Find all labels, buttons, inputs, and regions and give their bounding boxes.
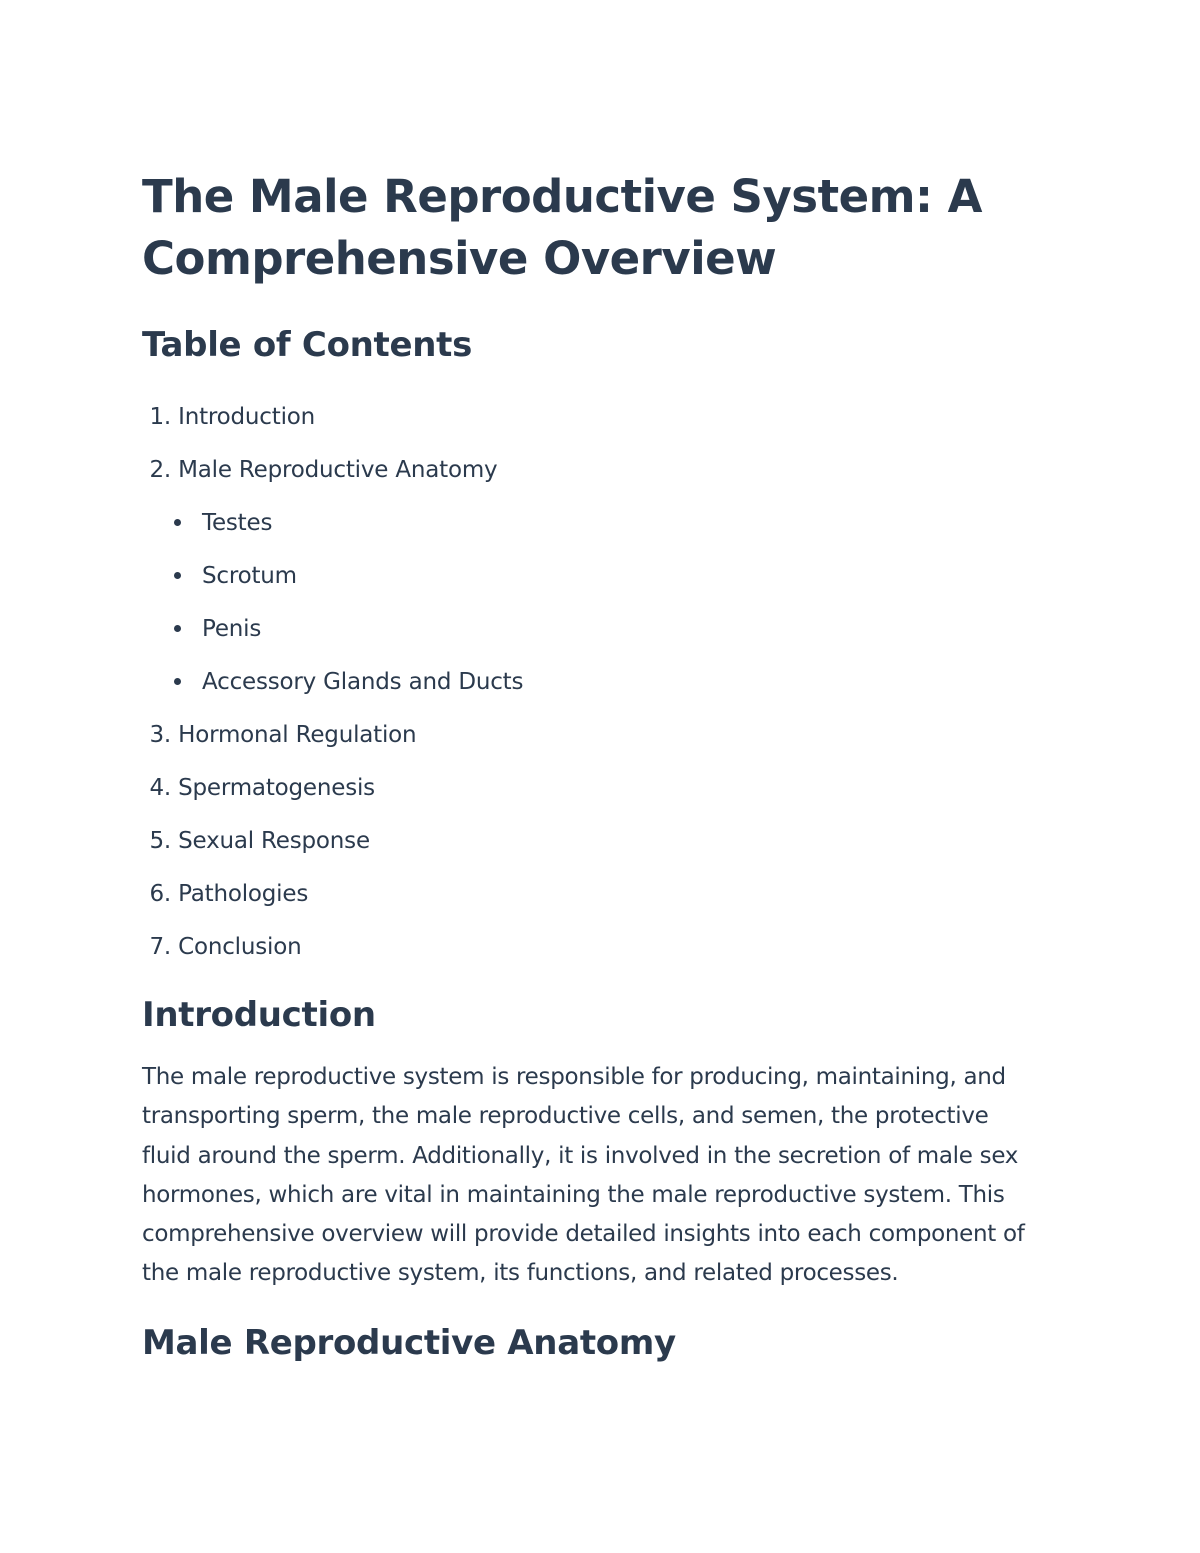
toc-item-label: Introduction — [178, 404, 316, 430]
document-page — [142, 166, 1042, 1366]
bullet-icon — [174, 572, 181, 579]
toc-item-sexual-response — [142, 815, 1042, 868]
toc-item-number: 4. — [149, 775, 171, 801]
toc-item-conclusion — [142, 921, 1042, 974]
toc-item-label: Conclusion — [178, 934, 302, 960]
bullet-icon — [174, 519, 181, 526]
toc-item-pathologies — [142, 868, 1042, 921]
toc-subitem-label: Accessory Glands and Ducts — [202, 669, 524, 695]
bullet-icon — [174, 678, 181, 685]
toc-item-label: Pathologies — [178, 881, 309, 907]
table-of-contents — [142, 391, 1042, 974]
toc-subitem-label: Scrotum — [202, 563, 297, 589]
toc-subitem-testes — [142, 497, 1042, 550]
toc-subitem-accessory-glands — [142, 656, 1042, 709]
toc-item-label: Hormonal Regulation — [178, 722, 417, 748]
toc-item-label: Sexual Response — [178, 828, 370, 854]
toc-item-label: Male Reproductive Anatomy — [178, 457, 498, 483]
bullet-icon — [174, 625, 181, 632]
document-title: The Male Reproductive System: A Comprehensive Overview — [142, 170, 982, 285]
toc-item-introduction — [142, 391, 1042, 444]
anatomy-heading: Male Reproductive Anatomy — [142, 1322, 676, 1363]
toc-subitem-label: Testes — [202, 510, 273, 536]
toc-subitem-scrotum — [142, 550, 1042, 603]
toc-item-number: 1. — [149, 404, 171, 430]
introduction-heading: Introduction — [142, 995, 376, 1035]
toc-item-hormonal-regulation — [142, 709, 1042, 762]
toc-item-number: 7. — [149, 934, 171, 960]
toc-item-anatomy — [142, 444, 1042, 497]
toc-heading: Table of Contents — [142, 325, 473, 365]
toc-item-spermatogenesis — [142, 762, 1042, 815]
toc-item-number: 2. — [149, 457, 171, 483]
introduction-paragraph: The male reproductive system is responsible for producing, maintaining, and transporting sperm, the male reproductive cells, and semen, the protective fluid around the sperm. Additionally, it is involved in the secretion of male sex hormones, which are vital in maintaining the male reproductive system. This comprehensive overview will provide detailed insights into each component of the male reproductive system, its functions, and related processes. — [142, 1064, 1025, 1287]
toc-item-number: 5. — [149, 828, 171, 854]
toc-subitem-penis — [142, 603, 1042, 656]
toc-item-number: 6. — [149, 881, 171, 907]
toc-item-label: Spermatogenesis — [178, 775, 375, 801]
toc-subitem-label: Penis — [202, 616, 262, 642]
toc-item-number: 3. — [149, 722, 171, 748]
